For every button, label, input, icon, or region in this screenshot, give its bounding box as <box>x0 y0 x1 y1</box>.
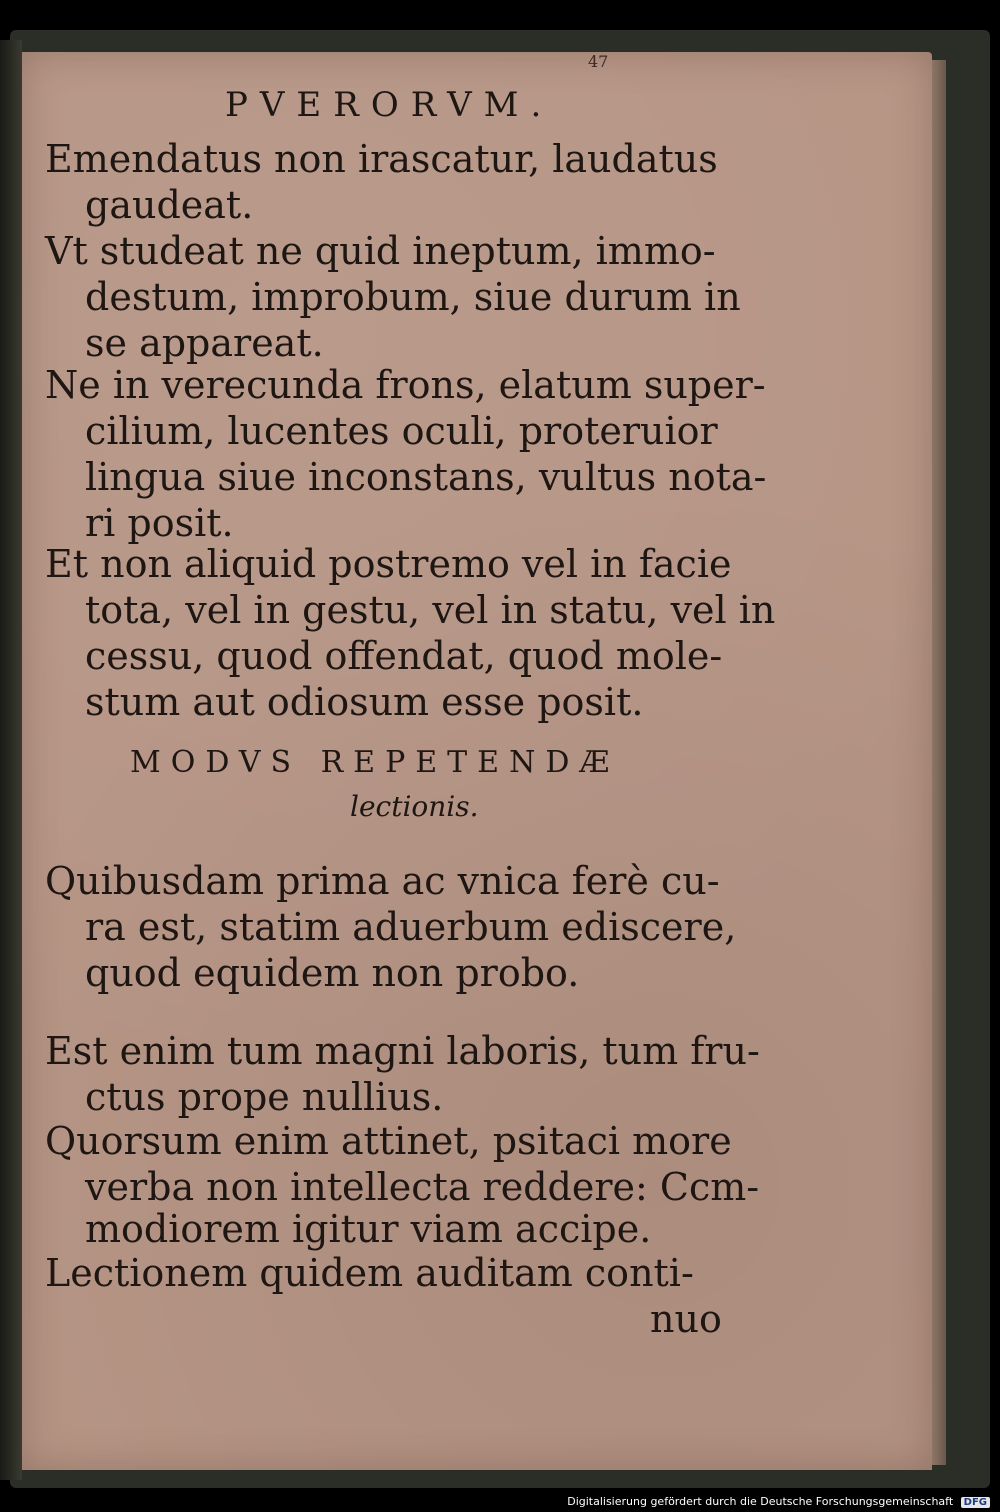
text-line: se appareat. <box>85 321 324 365</box>
text-line: gaudeat. <box>85 183 254 227</box>
text-line: Est enim tum magni laboris, tum fru- <box>45 1029 760 1073</box>
footer-credit-text: Digitalisierung gefördert durch die Deutsche Forschungsgemeinschaft <box>567 1495 954 1508</box>
text-line: Ne in verecunda frons, elatum super- <box>45 363 766 407</box>
text-line: lingua siue inconstans, vultus nota- <box>85 455 767 499</box>
text-line: stum aut odiosum esse posit. <box>85 680 644 724</box>
text-line: cilium, lucentes oculi, proteruior <box>85 409 718 453</box>
text-line: ra est, statim aduerbum ediscere, <box>85 905 737 949</box>
text-line: ctus prope nullius. <box>85 1075 444 1119</box>
text-line: cessu, quod offendat, quod mole- <box>85 634 723 678</box>
dfg-logo: DFG <box>961 1497 990 1508</box>
text-line: Emendatus non irascatur, laudatus <box>45 137 718 181</box>
text-line: modiorem igitur viam accipe. <box>85 1207 652 1251</box>
text-line: Quorsum enim attinet, psitaci more <box>45 1119 732 1163</box>
text-line: quod equidem non probo. <box>85 951 580 995</box>
page-edge <box>932 60 946 1465</box>
text-line: Et non aliquid postremo vel in facie <box>45 542 732 586</box>
section-heading: MODVS REPETENDÆ <box>130 745 620 780</box>
section-subheading: lectionis. <box>350 790 479 823</box>
footer-credit <box>567 1495 990 1508</box>
text-line: Lectionem quidem auditam conti- <box>45 1251 694 1295</box>
text-line: Quibusdam prima ac vnica ferè cu- <box>45 859 720 903</box>
book-spine <box>0 40 22 1480</box>
text-line: destum, improbum, siue durum in <box>85 275 741 319</box>
text-line: ri posit. <box>85 501 234 545</box>
running-head: PVERORVM. <box>225 85 554 125</box>
text-line: verba non intellecta reddere: Ccm- <box>85 1165 760 1209</box>
text-line: tota, vel in gestu, vel in statu, vel in <box>85 588 776 632</box>
catchword: nuo <box>650 1297 722 1341</box>
folio-mark: 47 <box>588 52 609 71</box>
text-line: Vt studeat ne quid ineptum, immo- <box>45 229 716 273</box>
